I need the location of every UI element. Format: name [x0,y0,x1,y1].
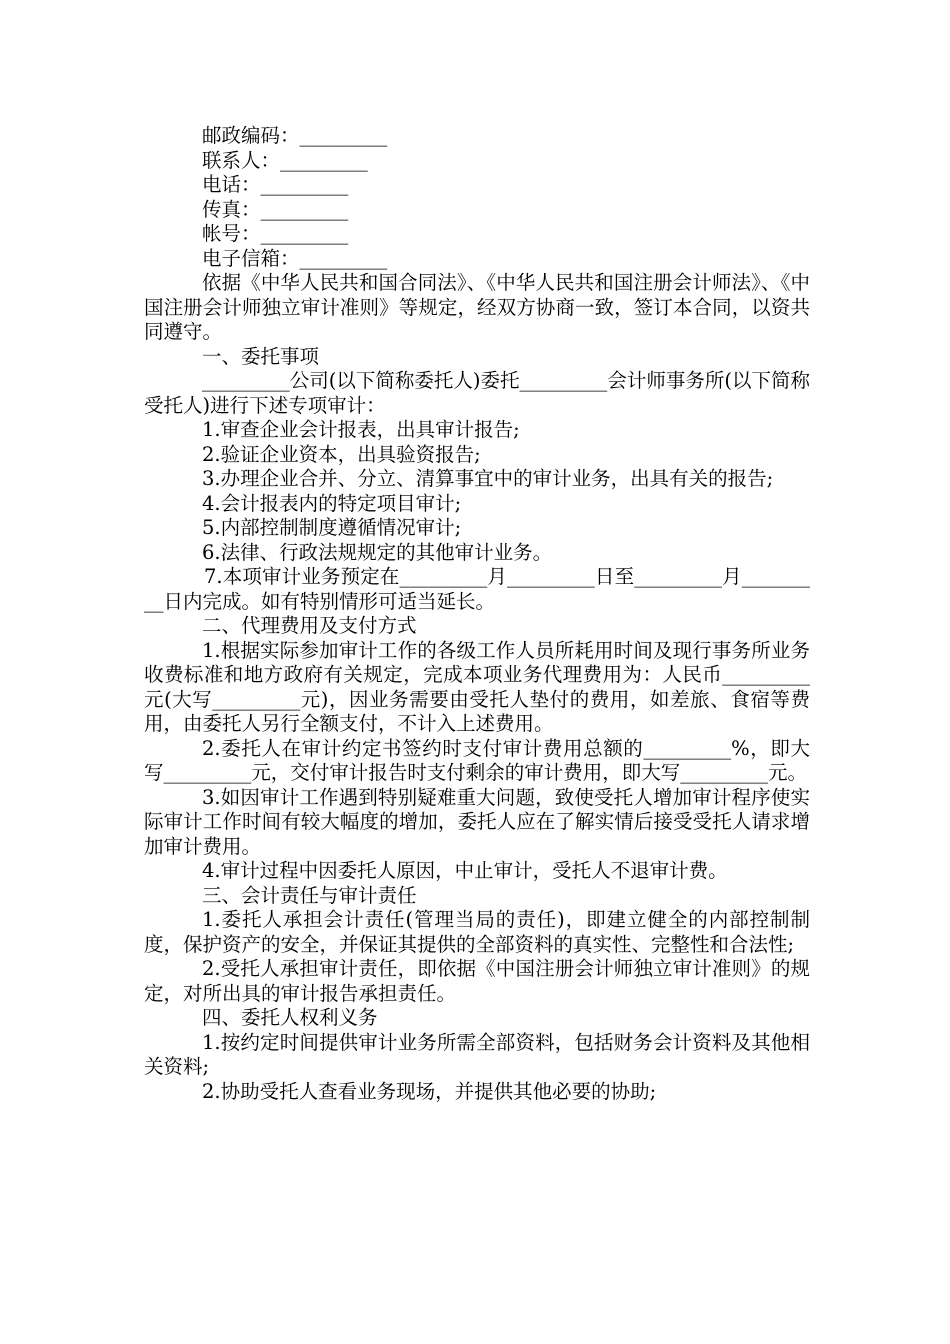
section-4-item-1: 1.按约定时间提供审计业务所需全部资料，包括财务会计资料及其他相关资料; [144,1030,810,1078]
fax-line: 传真：_________ [202,197,349,221]
section-1-item-7: 7.本项审计业务预定在_________月_________日至_________月_________日内完成。如有特别情形可适当延长。 [144,565,810,613]
section-1-item-6: 6.法律、行政法规规定的其他审计业务。 [202,540,553,564]
section-1-item-2: 2.验证企业资本，出具验资报告; [202,442,481,466]
section-1-item-4: 4.会计报表内的特定项目审计; [202,491,462,515]
preamble-paragraph: 依据《中华人民共和国合同法》、《中华人民共和国注册会计师法》、《中国注册会计师独立审计准则》等规定，经双方协商一致，签订本合同，以资共同遵守。 [144,271,810,343]
section-2-item-3: 3.如因审计工作遇到特别疑难重大问题，致使受托人增加审计程序使实际审计工作时间有较大幅度的增加，委托人应在了解实情后接受受托人请求增加审计费用。 [144,785,810,858]
section-1-item-1: 1.审查企业会计报表，出具审计报告; [202,418,520,441]
account-line: 帐号：_________ [202,222,349,245]
email-line: 电子信箱：_________ [202,246,388,270]
section-1-heading: 一、委托事项 [202,344,320,368]
section-3-item-1: 1.委托人承担会计责任(管理当局的责任)，即建立健全的内部控制制度，保护资产的安全，并保证其提供的全部资料的真实性、完整性和合法性; [144,908,810,956]
section-3-heading: 三、会计责任与审计责任 [202,883,417,907]
document-page [144,124,810,1104]
section-2-item-4: 4.审计过程中因委托人原因，中止审计，受托人不退审计费。 [202,859,728,882]
section-1-item-3: 3.办理企业合并、分立、清算事宜中的审计业务，出具有关的报告; [202,467,774,490]
section-4-item-2: 2.协助受托人查看业务现场，并提供其他必要的协助; [202,1079,657,1103]
postal-code-line: 邮政编码：_________ [202,124,388,147]
phone-line: 电话：_________ [202,173,349,196]
section-3-item-2: 2.受托人承担审计责任，即依据《中国注册会计师独立审计准则》的规定，对所出具的审计报告承担责任。 [144,957,810,1005]
section-2-item-1: 1.根据实际参加审计工作的各级工作人员所耗用时间及现行事务所业务收费标准和地方政府有关规定，完成本项业务代理费用为：人民币_________元(大写_________元)，因业务需要由受托人垫付的费用，如差旅、食宿等费用，由委托人另行全额支付，不计入上述费用。 [144,638,810,735]
section-2-item-2: 2.委托人在审计约定书签约时支付审计费用总额的_________%，即大写_________元，交付审计报告时支付剩余的审计费用，即大写_________元。 [144,736,810,784]
section-1-item-5: 5.内部控制制度遵循情况审计; [202,516,462,539]
section-2-heading: 二、代理费用及支付方式 [202,614,417,637]
contact-person-line: 联系人：_________ [202,148,368,172]
section-1-intro: _________公司(以下简称委托人)委托_________会计师事务所(以下简称受托人)进行下述专项审计： [144,369,810,417]
section-4-heading: 四、委托人权利义务 [202,1006,378,1029]
